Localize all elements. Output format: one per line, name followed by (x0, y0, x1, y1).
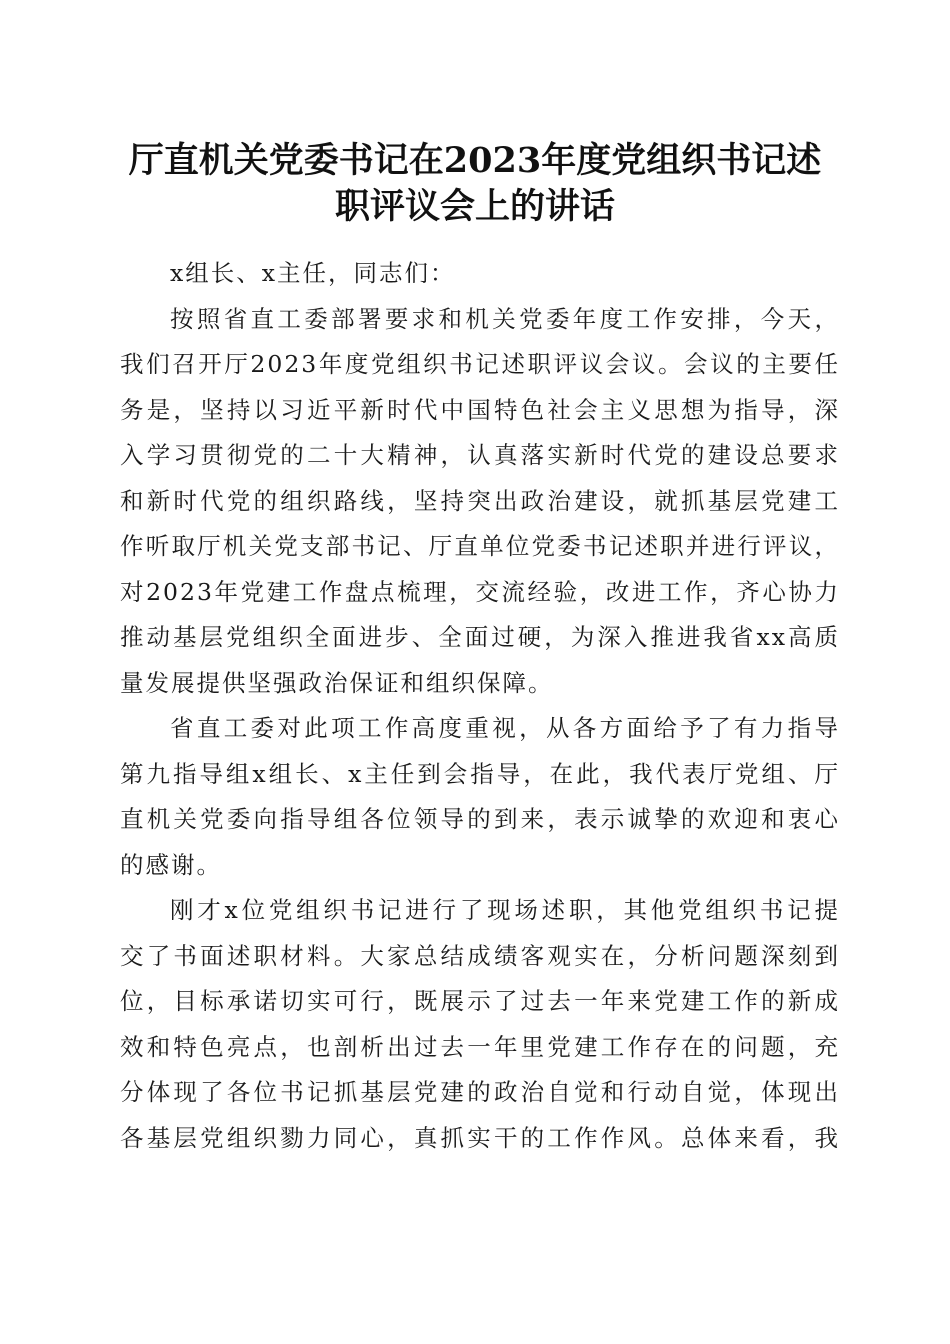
body-paragraph-3 (120, 888, 840, 1161)
document-body (120, 251, 840, 1161)
text-line: 务是，坚持以习近平新时代中国特色社会主义思想为指导，深 (120, 395, 840, 424)
text-line: 刚才x位党组织书记进行了现场述职，其他党组织书记提 (170, 896, 840, 924)
text-line: 对2023年党建工作盘点梳理，交流经验，改进工作，齐心协力 (120, 577, 840, 606)
text-line: 交了书面述职材料。大家总结成绩客观实在，分析问题深刻到 (120, 941, 840, 970)
text-line: 直机关党委向指导组各位领导的到来，表示诚挚的欢迎和衷心 (120, 805, 840, 833)
text-line: 效和特色亮点，也剖析出过去一年里党建工作存在的问题，充 (120, 1032, 840, 1061)
document-title (100, 138, 850, 230)
text-line: x组长、x主任，同志们： (170, 259, 456, 287)
text-line: 第九指导组x组长、x主任到会指导，在此，我代表厅党组、厅 (120, 759, 840, 788)
text-line: 的感谢。 (120, 850, 222, 879)
text-line: 分体现了各位书记抓基层党建的政治自觉和行动自觉，体现出 (120, 1078, 840, 1106)
text-line: 作听取厅机关党支部书记、厅直单位党委书记述职并进行评议， (120, 532, 840, 560)
text-line: 我们召开厅2023年度党组织书记述职评议会议。会议的主要任 (120, 350, 840, 378)
text-line: 和新时代党的组织路线，坚持突出政治建设，就抓基层党建工 (120, 486, 840, 515)
text-line: 按照省直工委部署要求和机关党委年度工作安排，今天， (170, 304, 840, 333)
text-line: 推动基层党组织全面进步、全面过硬，为深入推进我省xx高质 (120, 623, 840, 651)
text-line: 位，目标承诺切实可行，既展示了过去一年来党建工作的新成 (120, 987, 840, 1015)
text-line: 各基层党组织勠力同心，真抓实干的工作作风。总体来看，我 (120, 1123, 840, 1152)
salutation-paragraph (120, 251, 840, 297)
text-line: 量发展提供坚强政治保证和组织保障。 (120, 668, 554, 697)
text-line: 省直工委对此项工作高度重视，从各方面给予了有力指导 (170, 714, 840, 742)
title-line-1: 厅直机关党委书记在2023年度党组织书记述 (128, 140, 822, 181)
body-paragraph-1 (120, 297, 840, 707)
text-line: 入学习贯彻党的二十大精神，认真落实新时代党的建设总要求 (120, 441, 840, 469)
title-line-2: 职评议会上的讲话 (334, 186, 615, 227)
body-paragraph-2 (120, 706, 840, 888)
